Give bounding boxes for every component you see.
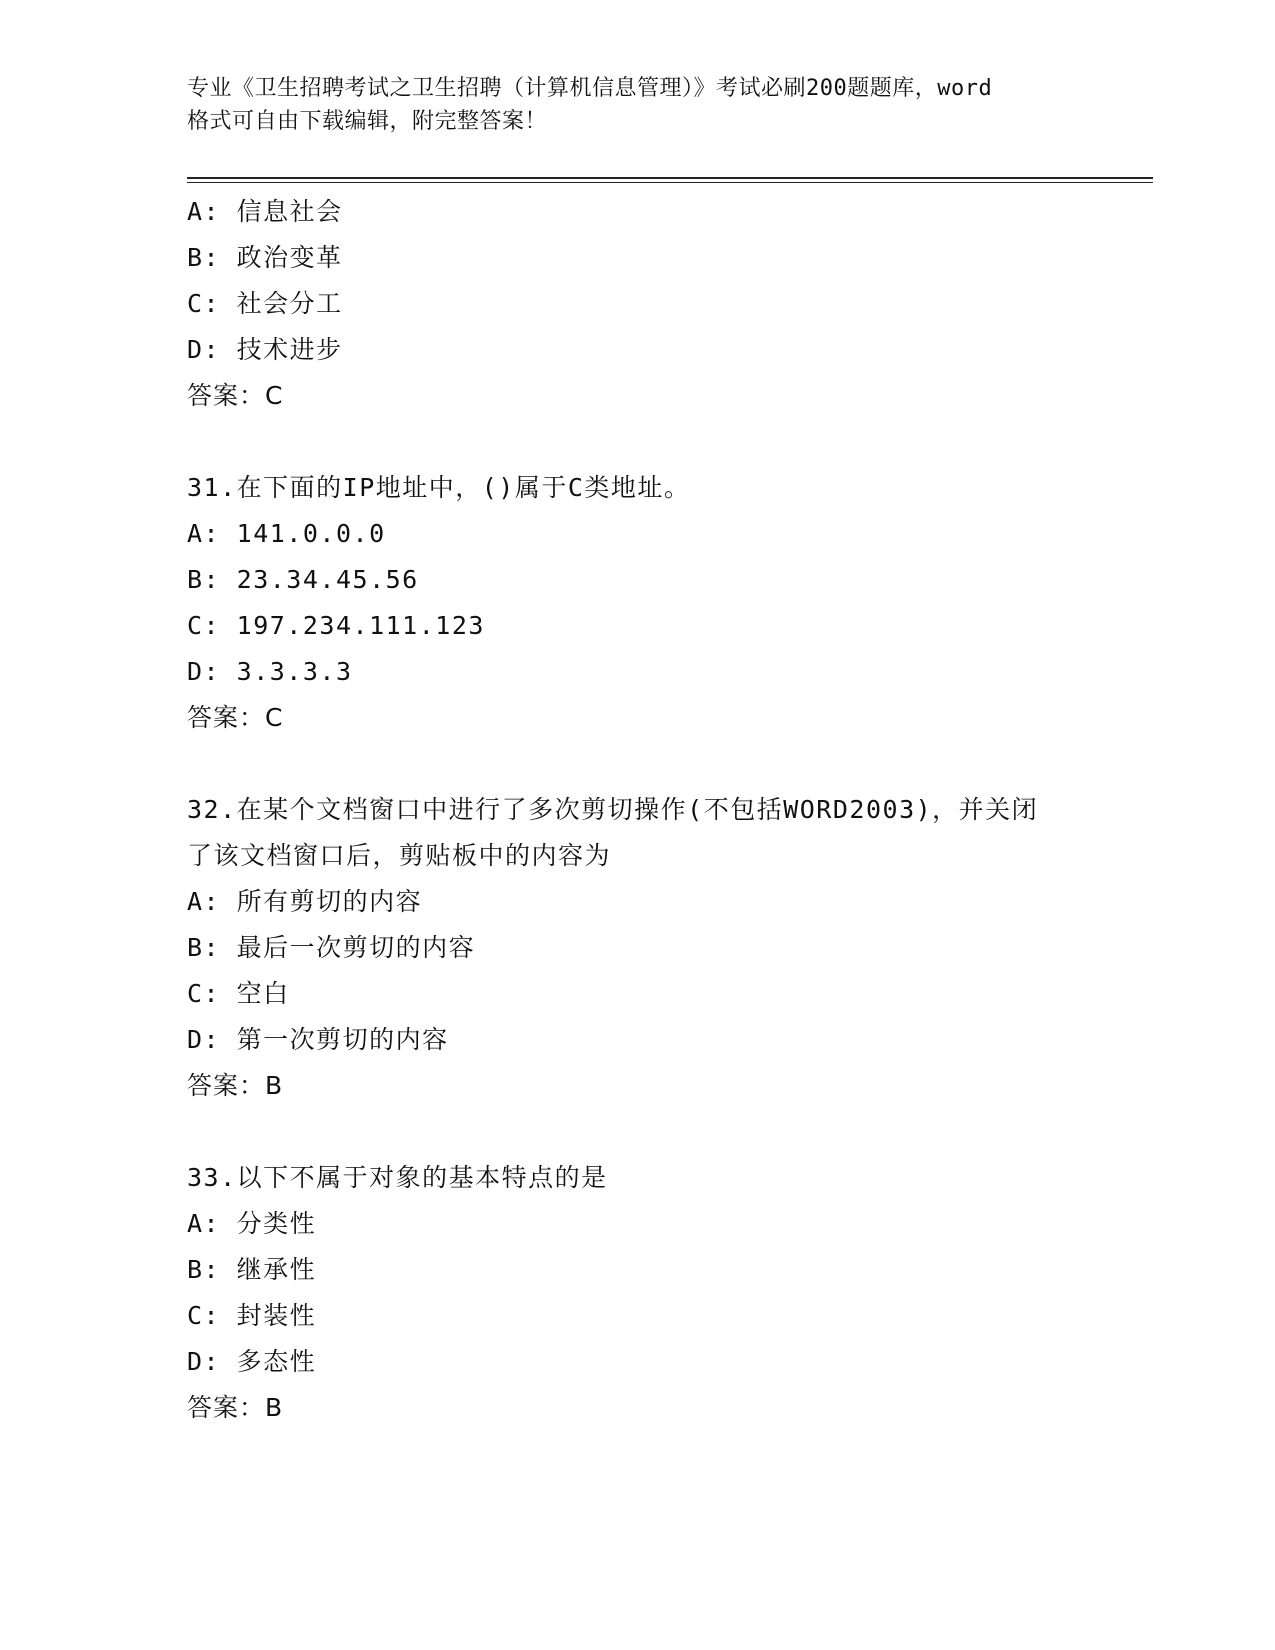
option-c: C: 197.234.111.123 [187, 611, 485, 640]
option-c: C: 空白 [187, 979, 290, 1008]
block-spacer [187, 419, 1087, 465]
option-a: A: 信息社会 [187, 197, 343, 226]
option-a: A: 所有剪切的内容 [187, 887, 423, 916]
option-c: C: 封装性 [187, 1301, 317, 1330]
option-d: D: 多态性 [187, 1347, 317, 1376]
option-d: D: 3.3.3.3 [187, 657, 353, 686]
question-text-line-1: 32.在某个文档窗口中进行了多次剪切操作(不包括WORD2003)，并关闭 [187, 795, 1039, 824]
document-header [187, 72, 1087, 138]
answer-label: 答案：B [187, 1071, 284, 1100]
question-block-30 [187, 189, 1087, 419]
option-b: B: 最后一次剪切的内容 [187, 933, 476, 962]
option-c: C: 社会分工 [187, 289, 343, 318]
option-d: D: 技术进步 [187, 335, 343, 364]
answer-label: 答案：C [187, 381, 284, 410]
question-text-line-2: 了该文档窗口后，剪贴板中的内容为 [187, 841, 612, 870]
header-divider-thin [187, 182, 1153, 183]
question-block-32 [187, 787, 1087, 1109]
option-b: B: 继承性 [187, 1255, 317, 1284]
question-block-31 [187, 465, 1087, 741]
block-spacer [187, 1109, 1087, 1155]
header-divider-thick [187, 177, 1153, 179]
option-a: A: 分类性 [187, 1209, 317, 1238]
header-line-2: 格式可自由下载编辑，附完整答案！ [187, 109, 548, 134]
option-d: D: 第一次剪切的内容 [187, 1025, 449, 1054]
question-text: 33.以下不属于对象的基本特点的是 [187, 1163, 608, 1192]
header-line-1: 专业《卫生招聘考试之卫生招聘（计算机信息管理）》考试必刷200题题库，word [187, 76, 993, 101]
option-b: B: 23.34.45.56 [187, 565, 419, 594]
option-a: A: 141.0.0.0 [187, 519, 386, 548]
question-text: 31.在下面的IP地址中，()属于C类地址。 [187, 473, 691, 502]
block-spacer [187, 741, 1087, 787]
answer-label: 答案：B [187, 1393, 284, 1422]
question-list [187, 189, 1087, 1431]
question-block-33 [187, 1155, 1087, 1431]
option-b: B: 政治变革 [187, 243, 343, 272]
answer-label: 答案：C [187, 703, 284, 732]
